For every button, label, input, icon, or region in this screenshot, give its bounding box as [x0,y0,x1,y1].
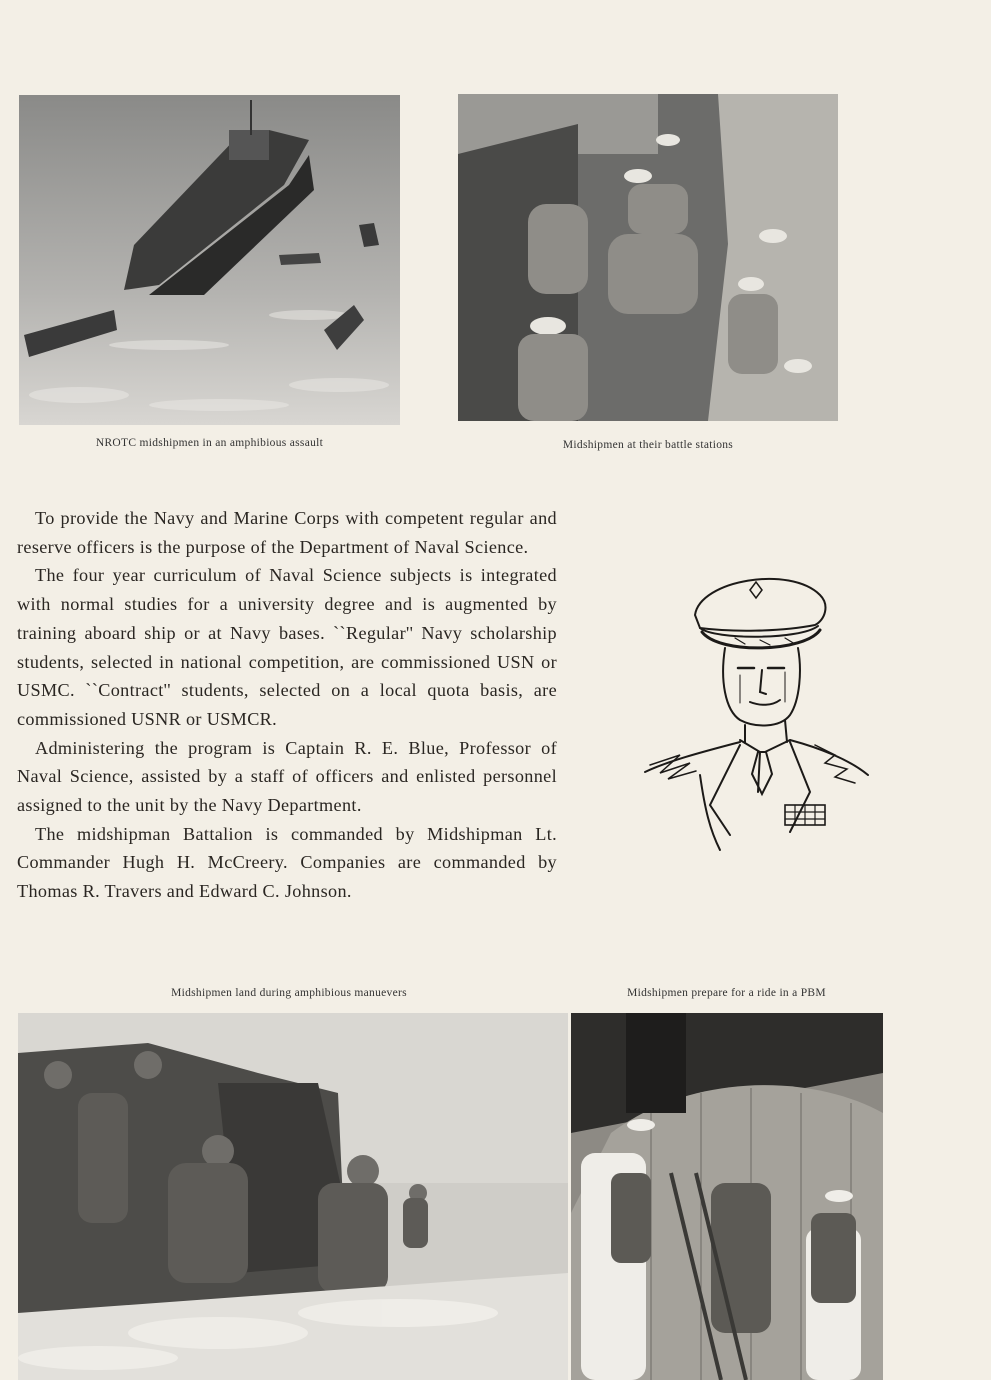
article-paragraph: The four year curriculum of Naval Science subjects is integrated with normal studies for a university degree and is augmented by training aboard ship or at Navy bases. ``Regular'' Navy scholarship students, selected in national competition, are commissioned USN or USMC. ``Contract'' students, selected on a local quota basis, are commissioned USNR or USMCR. [17,565,557,729]
officer-sketch-icon [640,560,875,855]
caption-pbm-ride: Midshipmen prepare for a ride in a PBM [627,987,826,999]
photo-amphibious-assault [19,95,400,425]
caption-amphibious-landing: Midshipmen land during amphibious manuevers [171,987,407,999]
photo-battle-stations [458,94,838,421]
caption-amphibious-assault: NROTC midshipmen in an amphibious assault [95,437,324,449]
article-paragraph: To provide the Navy and Marine Corps with competent regular and reserve officers is the purpose of the Department of Naval Science. [17,508,557,557]
article-paragraph: Administering the program is Captain R. E. Blue, Professor of Naval Science, assisted by a staff of officers and enlisted personnel assigned to the unit by the Navy Department. [17,737,557,816]
photo-pbm-ride [571,1013,883,1380]
photo-amphibious-landing [18,1013,568,1380]
caption-battle-stations: Midshipmen at their battle stations [562,439,734,451]
article-paragraph: The midshipman Battalion is commanded by Midshipman Lt. Commander Hugh H. McCreery. Companies are commanded by Thomas R. Travers and Edward C. Johnson. [17,823,557,902]
article-body [17,504,557,906]
